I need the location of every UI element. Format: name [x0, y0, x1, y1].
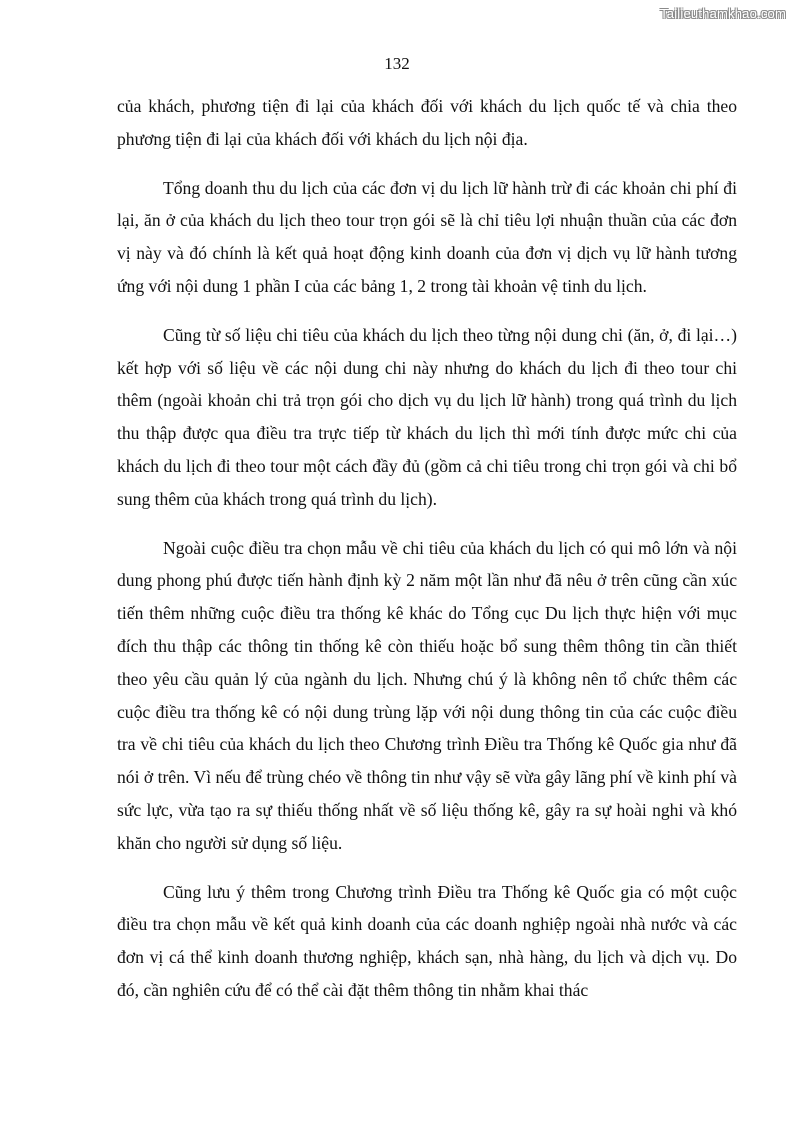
- paragraph-spending-data: Cũng từ số liệu chi tiêu của khách du lịch theo từng nội dung chi (ăn, ở, đi lại…) kết hợp với số liệu về các nội dung chi này nhưng do khách du lịch đi theo tour chi thêm (ngoài khoản chi trả trọn gói cho dịch vụ du lịch lữ hành) trong quá trình du lịch thu thập được qua điều tra trực tiếp từ khách du lịch thì mới tính được mức chi của khách du lịch đi theo tour một cách đầy đủ (gồm cả chi tiêu trong chi trọn gói và chi bổ sung thêm của khách trong quá trình du lịch).: [117, 324, 737, 509]
- paragraph-surveys: Ngoài cuộc điều tra chọn mẫu về chi tiêu của khách du lịch có qui mô lớn và nội dung phong phú được tiến hành định kỳ 2 năm một lần như đã nêu ở trên cũng cần xúc tiến thêm những cuộc điều tra thống kê khác do Tổng cục Du lịch thực hiện với mục đích thu thập các thông tin thống kê còn thiếu hoặc bổ sung thêm thông tin cần thiết theo yêu cầu quản lý của ngành du lịch. Nhưng chú ý là không nên tổ chức thêm các cuộc điều tra thống kê có nội dung trùng lặp với nội dung thông tin của các cuộc điều tra về chi tiêu của khách du lịch theo Chương trình Điều tra Thống kê Quốc gia như đã nói ở trên. Vì nếu để trùng chéo về thông tin như vậy sẽ vừa gây lãng phí về kinh phí và sức lực, vừa tạo ra sự thiếu thống nhất về số liệu thống kê, gây ra sự hoài nghi và khó khăn cho người sử dụng số liệu.: [117, 537, 737, 853]
- paragraph-continuation: của khách, phương tiện đi lại của khách đối với khách du lịch quốc tế và chia theo phương tiện đi lại của khách đối với khách du lịch nội địa.: [117, 96, 737, 149]
- page-number: 132: [384, 54, 410, 73]
- paragraph-national-program: Cũng lưu ý thêm trong Chương trình Điều tra Thống kê Quốc gia có một cuộc điều tra chọn mẫu về kết quả kinh doanh của các doanh nghiệp ngoài nhà nước và các đơn vị cá thể kinh doanh thương nghiệp, khách sạn, nhà hàng, du lịch và dịch vụ. Do đó, cần nghiên cứu để có thể cài đặt thêm thông tin nhằm khai thác: [117, 881, 737, 1000]
- paragraph-revenue: Tổng doanh thu du lịch của các đơn vị du lịch lữ hành trừ đi các khoản chi phí đi lại, ăn ở của khách du lịch theo tour trọn gói sẽ là chỉ tiêu lợi nhuận thuần của các đơn vị này và đó chính là kết quả hoạt động kinh doanh của đơn vị dịch vụ lữ hành tương ứng với nội dung 1 phần I của các bảng 1, 2 trong tài khoản vệ tinh du lịch.: [117, 177, 737, 296]
- watermark-text: Tailieuthamkhao.com: [660, 6, 786, 21]
- document-body: [117, 90, 737, 1023]
